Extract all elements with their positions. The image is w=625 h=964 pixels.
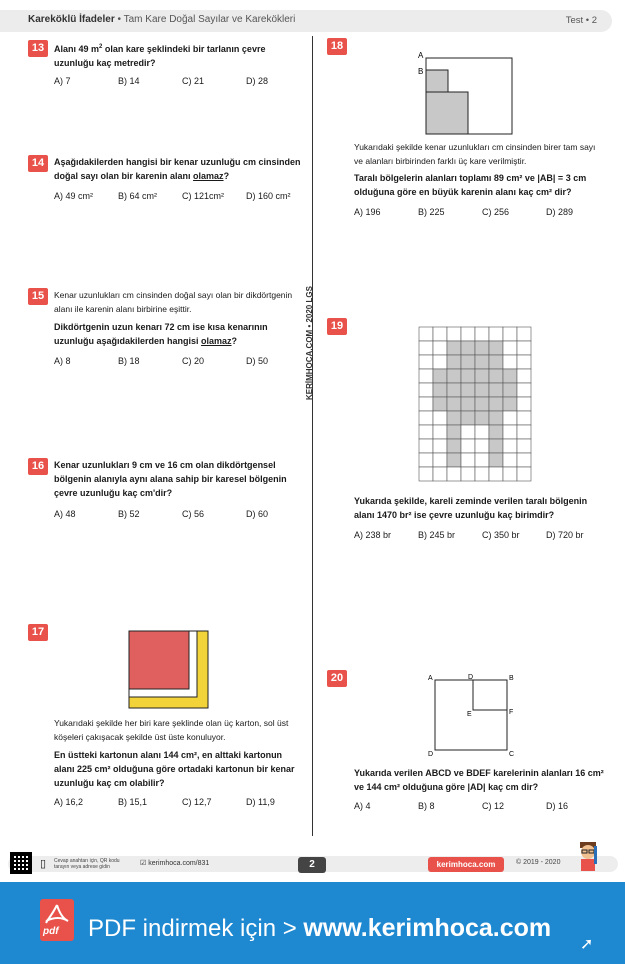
grid-cell — [517, 355, 531, 369]
grid-cell — [503, 453, 517, 467]
label-e: E — [467, 711, 472, 718]
option-d[interactable]: D) 60 — [246, 509, 269, 519]
option-a[interactable]: A) 7 — [54, 76, 71, 86]
option-d[interactable]: D) 160 cm² — [246, 191, 291, 201]
grid-cell — [433, 425, 447, 439]
option-b[interactable]: B) 64 cm² — [118, 191, 158, 201]
label-c: C — [509, 751, 515, 758]
grid-cell-shaded — [461, 383, 475, 397]
side-watermark: KERİMHOCA.COM • 2020 LGS — [305, 286, 314, 400]
question-13-number: 13 — [28, 40, 48, 57]
grid-cell-shaded — [447, 341, 461, 355]
cursor-icon: ➚ — [580, 936, 594, 953]
question-17-figure — [128, 630, 210, 710]
option-c[interactable]: C) 350 br — [482, 530, 520, 540]
page-footer — [0, 852, 625, 876]
question-18-text: Taralı bölgelerin alanları toplamı 89 cm² ve |AB| = 3 cm olduğuna göre en büyük karenin alanı kaç cm² dir? — [354, 173, 587, 197]
label-b: B — [509, 675, 514, 682]
grid-cell — [461, 467, 475, 481]
option-a[interactable]: A) 48 — [54, 509, 76, 519]
option-d[interactable]: D) 50 — [246, 356, 269, 366]
grid-cell-shaded — [447, 439, 461, 453]
grid-cell-shaded — [503, 397, 517, 411]
option-b[interactable]: B) 15,1 — [118, 797, 148, 807]
column-divider — [312, 36, 313, 836]
grid-cell — [517, 467, 531, 481]
option-b[interactable]: B) 14 — [118, 76, 140, 86]
option-d[interactable]: D) 720 br — [546, 530, 584, 540]
grid-cell-shaded — [489, 383, 503, 397]
copyright-year: © 2019 - 2020 — [516, 859, 561, 866]
small-square-shaded — [426, 70, 448, 92]
label-a: A — [418, 51, 424, 60]
question-18-figure — [416, 48, 514, 136]
grid-cell — [475, 453, 489, 467]
grid-cell-shaded — [433, 369, 447, 383]
label-b: B — [418, 67, 424, 76]
grid-cell — [419, 425, 433, 439]
option-a[interactable]: A) 4 — [354, 801, 371, 811]
small-square-red — [129, 631, 189, 689]
grid-cell-shaded — [433, 383, 447, 397]
option-c[interactable]: C) 21 — [182, 76, 205, 86]
option-b[interactable]: B) 18 — [118, 356, 140, 366]
grid-cell — [419, 467, 433, 481]
grid-cell — [475, 439, 489, 453]
grid-cell — [503, 355, 517, 369]
grid-cell-shaded — [503, 383, 517, 397]
option-d[interactable]: D) 11,9 — [246, 797, 275, 807]
question-19-text: Yukarıda şekilde, kareli zeminde verilen taralı bölgenin alanı 1470 br² ise çevre uzunluğu kaç birimdir? — [354, 496, 588, 520]
question-17-text: En üstteki kartonun alanı 144 cm², en alttaki kartonun alanı 225 cm² olduğuna göre ortadaki kartonun bir kenar uzunluğu kaç cm olabilir? — [54, 750, 295, 788]
option-b[interactable]: B) 8 — [418, 801, 435, 811]
header-title: Kareköklü İfadeler • Tam Kare Doğal Sayılar ve Karekökleri — [28, 14, 296, 25]
grid-cell-shaded — [447, 355, 461, 369]
grid-cell — [475, 425, 489, 439]
grid-cell — [419, 383, 433, 397]
grid-cell — [517, 411, 531, 425]
option-c[interactable]: C) 12 — [482, 801, 505, 811]
option-a[interactable]: A) 196 — [354, 207, 381, 217]
grid-cell-shaded — [475, 383, 489, 397]
grid-cell-shaded — [489, 369, 503, 383]
option-c[interactable]: C) 20 — [182, 356, 205, 366]
option-c[interactable]: C) 56 — [182, 509, 205, 519]
grid-cell-shaded — [503, 369, 517, 383]
grid-cell — [503, 425, 517, 439]
grid-cell — [433, 439, 447, 453]
grid-cell-shaded — [461, 397, 475, 411]
grid-cell-shaded — [447, 397, 461, 411]
option-c[interactable]: C) 121cm² — [182, 191, 225, 201]
option-a[interactable]: A) 49 cm² — [54, 191, 94, 201]
grid-cell-shaded — [489, 355, 503, 369]
question-20-number: 20 — [327, 670, 347, 687]
banner-text[interactable]: PDF indirmek için > www.kerimhoca.com — [88, 914, 552, 942]
grid-cell — [419, 397, 433, 411]
grid-cell — [419, 355, 433, 369]
question-14-options — [54, 191, 310, 201]
grid-cell-shaded — [475, 355, 489, 369]
label-f: F — [509, 709, 514, 716]
question-15-options — [54, 356, 310, 366]
option-a[interactable]: A) 16,2 — [54, 797, 84, 807]
grid-cell-shaded — [489, 453, 503, 467]
medium-square-shaded — [426, 92, 468, 134]
grid-cell-shaded — [447, 383, 461, 397]
option-b[interactable]: B) 52 — [118, 509, 140, 519]
question-17-intro: Yukarıdaki şekilde her biri kare şeklinde olan üç karton, sol üst köşeleri çakışacak şekilde üst üste konuluyor. — [54, 718, 289, 742]
question-20-figure — [424, 670, 520, 760]
grid-cell-shaded — [489, 439, 503, 453]
question-18-number: 18 — [327, 38, 347, 55]
label-d-bottom: D — [428, 751, 434, 758]
question-15-text: Dikdörtgenin uzun kenarı 72 cm ise kısa kenarının uzunluğu aşağıdakilerden hangisi olamaz? — [54, 322, 268, 346]
question-19-options — [354, 530, 610, 540]
option-a[interactable]: A) 238 br — [354, 530, 392, 540]
grid-cell — [517, 383, 531, 397]
grid-cell-shaded — [489, 411, 503, 425]
question-17-options — [54, 797, 310, 807]
grid-cell — [419, 327, 433, 341]
grid-cell-shaded — [475, 397, 489, 411]
grid-cell — [433, 327, 447, 341]
grid-cell — [517, 453, 531, 467]
page-number: 2 — [298, 857, 326, 873]
grid-cell-shaded — [475, 369, 489, 383]
grid-cell — [461, 425, 475, 439]
grid-cell — [433, 341, 447, 355]
option-d[interactable]: D) 289 — [546, 207, 574, 217]
grid-cell — [419, 411, 433, 425]
answer-key-link[interactable]: ☑ kerimhoca.com/831 — [140, 860, 210, 867]
phone-icon: ▯ — [40, 858, 47, 870]
grid-cell-shaded — [461, 355, 475, 369]
option-c[interactable]: C) 12,7 — [182, 797, 212, 807]
grid-cell — [503, 327, 517, 341]
grid-cell — [503, 439, 517, 453]
grid-cell — [447, 327, 461, 341]
grid-cell — [475, 327, 489, 341]
option-b[interactable]: B) 225 — [418, 207, 445, 217]
question-19-grid-figure — [418, 326, 532, 486]
grid-cell — [517, 327, 531, 341]
grid-cell-shaded — [461, 369, 475, 383]
qr-code-icon[interactable] — [10, 852, 32, 874]
question-15-intro: Kenar uzunlukları cm cinsinden doğal sayı olan bir dikdörtgenin alanı ile karenin alanı birbirine eşittir. — [54, 290, 293, 314]
grid-cell-shaded — [447, 453, 461, 467]
grid-cell-shaded — [489, 341, 503, 355]
question-15-number: 15 — [28, 288, 48, 305]
grid-cell — [433, 355, 447, 369]
grid-cell-shaded — [433, 397, 447, 411]
pdf-icon: pdf — [40, 899, 74, 941]
grid-cell-shaded — [447, 411, 461, 425]
grid-cell — [419, 341, 433, 355]
grid-cell-shaded — [461, 341, 475, 355]
question-16-options — [54, 509, 310, 519]
question-17-number: 17 — [28, 624, 48, 641]
grid-cell — [461, 327, 475, 341]
option-d[interactable]: D) 16 — [546, 801, 569, 811]
grid-cell — [433, 411, 447, 425]
label-a: A — [428, 675, 433, 682]
grid-cell-shaded — [475, 341, 489, 355]
footer-note: Cevap anahtarı için, QR kodu tarayın veya adrese gidin — [54, 858, 120, 870]
grid-cell-shaded — [489, 397, 503, 411]
grid-cell — [503, 411, 517, 425]
question-20-options — [354, 801, 610, 811]
grid-cell — [461, 453, 475, 467]
grid-cell — [475, 467, 489, 481]
label-d-top: D — [468, 674, 474, 681]
option-a[interactable]: A) 8 — [54, 356, 71, 366]
grid-cell — [503, 341, 517, 355]
grid-cell-shaded — [447, 369, 461, 383]
page-header — [0, 0, 625, 30]
square-bdef — [473, 680, 507, 710]
grid-cell — [517, 341, 531, 355]
question-16-number: 16 — [28, 458, 48, 475]
grid-cell — [489, 467, 503, 481]
grid-cell-shaded — [489, 425, 503, 439]
grid-cell-shaded — [475, 411, 489, 425]
teacher-mascot-icon — [574, 838, 602, 872]
option-c[interactable]: C) 256 — [482, 207, 510, 217]
grid-cell — [503, 467, 517, 481]
option-d[interactable]: D) 28 — [246, 76, 269, 86]
question-16-text: Kenar uzunlukları 9 cm ve 16 cm olan dikdörtgensel bölgenin alanıyla aynı alana sahip bir karesel bölgenin çevre uzunluğu kaç cm'dir? — [54, 460, 287, 498]
question-14-number: 14 — [28, 155, 48, 172]
option-b[interactable]: B) 245 br — [418, 530, 456, 540]
grid-cell — [433, 467, 447, 481]
grid-cell — [517, 397, 531, 411]
grid-cell — [517, 425, 531, 439]
grid-cell — [419, 453, 433, 467]
grid-cell — [447, 467, 461, 481]
grid-cell — [489, 327, 503, 341]
question-18-intro: Yukarıdaki şekilde kenar uzunlukları cm cinsinden birer tam sayı ve alanları birbirinden farklı üç kare verilmiştir. — [354, 142, 596, 166]
question-18-options — [354, 207, 610, 217]
brand-badge[interactable]: kerimhoca.com — [428, 857, 504, 872]
grid-cell — [419, 369, 433, 383]
grid-cell-shaded — [447, 425, 461, 439]
question-13-text: Alanı 49 $m^2$ olan kare şeklindeki bir tarlanın çevre uzunluğu kaç metredir? — [54, 44, 266, 68]
question-13-options — [54, 76, 310, 86]
grid-cell — [517, 439, 531, 453]
grid-cell — [433, 453, 447, 467]
question-14-text: Aşağıdakilerden hangisi bir kenar uzunluğu cm cinsinden doğal sayı olan bir karenin alanı olamaz? — [54, 157, 301, 181]
question-19-number: 19 — [327, 318, 347, 335]
grid-cell-shaded — [461, 411, 475, 425]
grid-cell — [461, 439, 475, 453]
question-20-text: Yukarıda verilen ABCD ve BDEF karelerinin alanları 16 cm² ve 144 cm² olduğuna göre |AD| kaç cm dir? — [354, 768, 604, 792]
grid-cell — [419, 439, 433, 453]
grid-cell — [517, 369, 531, 383]
test-label: Test • 2 — [565, 15, 597, 26]
